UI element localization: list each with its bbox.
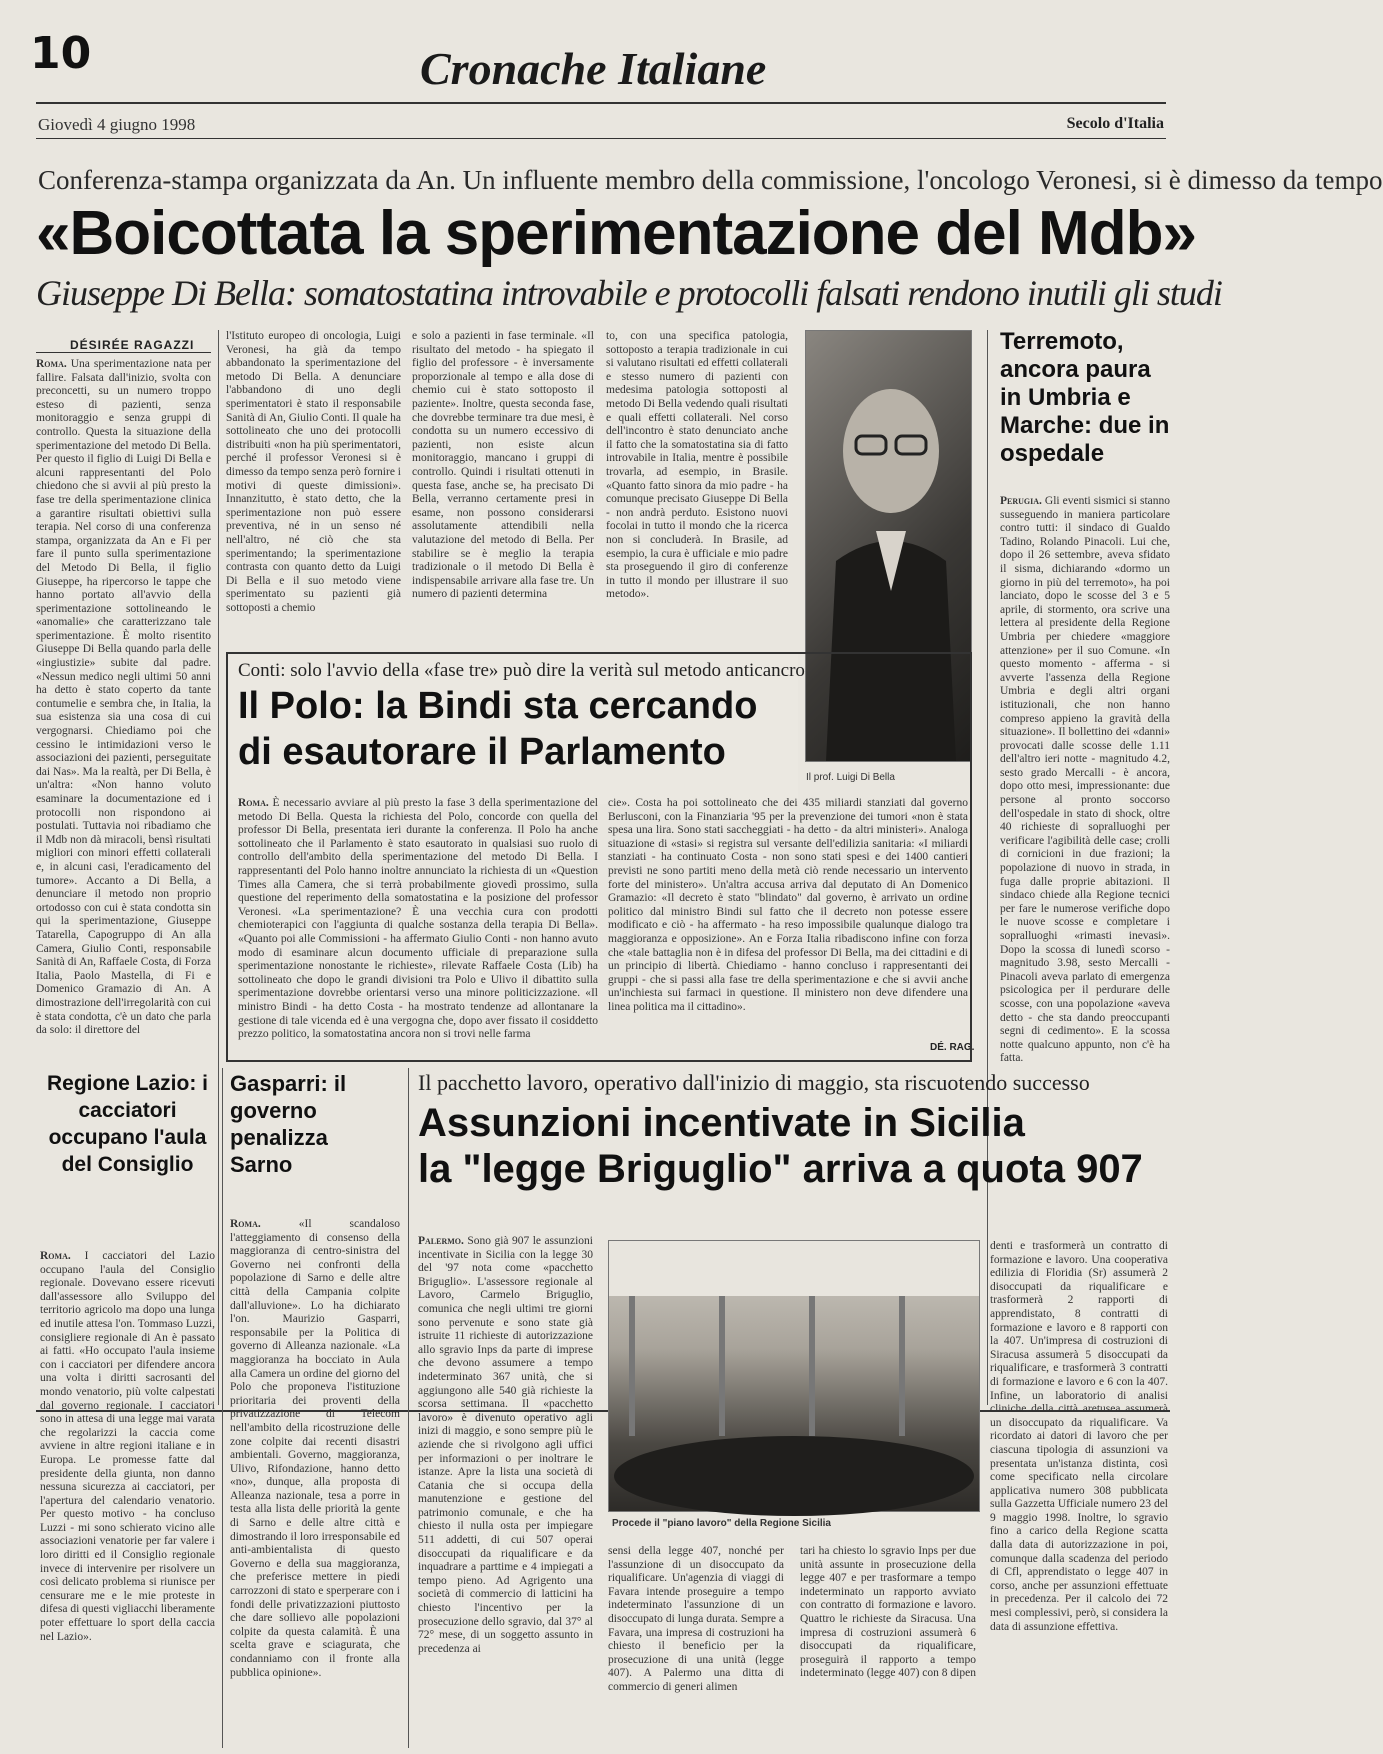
sicilia-column-2: sensi della legge 407, nonché per l'assunzione di un disoccupato da riqualificare. Un'agenzia di viaggi di Favara intende proseguire a tempo indeterminato l'assunzione di un disoccupato di lunga durata. Sempre a Favara, una impresa di costruzioni ha chiesto il beneficio per la prosecuzione di una unità (legge 407). A Palermo una ditta di commercio di generi alimen — [608, 1545, 784, 1693]
section-masthead: Cronache Italiane — [420, 43, 767, 94]
sicilia-col1-text: Sono già 907 le assunzioni incentivate in Sicilia con la legge 30 del '97 nota come «pacchetto Briguglio». L'assessore regionale al Lavoro, Carmelo Briguglio, comunica che negli ultimi tre giorni sono pervenute e sono state già istruite 11 richieste di autorizzazione allo sgravio Inps da parte di imprese che devono assumere a tempo indeterminato 367 unità, che si aggiungono alle 540 già richieste la scorsa settimana. Il «pacchetto lavoro» è divenuto operativo agli inizi di maggio, e sono sempre più le aziende che si rivolgono agli uffici per informazioni o per inoltrare le istanze. Apre la lista una società di Catania che si occupa della manutenzione e gestione del patrimonio comunale, e che ha chiesto il nulla osta per impiegare 511 addetti, di cui 507 operai disoccupati da riqualificare e da inquadrare a parttime e 4 impiegati a tempo pieno. Ad Agrigento una società di commercio di latticini ha chiesto l'incentivo per la prosecuzione dello sgravio, dal 37° al 72° mese, di un soggetto assunto in precedenza ai — [418, 1235, 594, 1655]
earthquake-dateline: Perugia. — [1000, 495, 1042, 507]
crowd-photo — [608, 1240, 980, 1512]
sicilia-headline-line-1: Assunzioni incentivate in Sicilia — [418, 1101, 1025, 1145]
gasparri-dateline: Roma. — [230, 1218, 261, 1230]
box-col1-text: È necessario avviare al più presto la fase 3 della sperimentazione del metodo Di Bella. Questa la richiesta del Polo, concorde con quella del professor Di Bella, presentata ieri durante la conferenza. Il Polo ha anche sottolineato che il Parlamento è stato esautorato in qualsiasi suo ruolo di controllo dell'ambito della sperimentazione del metodo Di Bella. I rappresentanti del Polo hanno inoltre annunciato la richiesta di un «Question Times alla Camera, che si terrà probabilmente giovedì prossimo, sulla questione del reperimento della somatostatina e la posizione del professor Veronesi. «La sperimentazione? È una vecchia cura con prodotti chemioterapici con l'aggiunta di qualche sostanza della terapia Di Bella». «Quanto poi alle Commissioni - ha affermato Giulio Conti - non hanno avuto modo di esaminare alcun documento ufficiale di preparazione sulla sperimentazione nonostante le richieste», rilevate Raffaele Costa (Lib) ha sottolineato che dopo le grandi divisioni tra Polo e Ulivo il dibattito sulla sperimentazione dovrebbe orientarsi verso una minore politicizzazione. «Il ministro Bindi - ha detto Costa - ha mostrato tendenze ad allontanare la gestione di tale vicenda ed è una vergogna che, dopo aver fissato il cosiddetto prezzo politico, la somatostatina ancora non si trovi nelle farma — [238, 797, 599, 1041]
column-rule — [408, 1068, 409, 1748]
box-headline-line-2: di esautorare il Parlamento — [238, 731, 726, 773]
sidebar-rule — [987, 330, 988, 1405]
lead-column-2: l'Istituto europeo di oncologia, Luigi Veronesi, ha già da tempo abbandonato la sperimentazione del metodo Di Bella. A denunciare l'abbandono di uno degli sperimentatori è stato il responsabile Sanità di An, Giulio Conti. Il quale ha sottolineato che uno dei protocolli distribuiti «non ha più sperimentatori, perché il professor Veronesi si è dimesso da tempo senza però fornire i motivi di queste dimissioni». Innanzitutto, è stato detto, che la sperimentazione non può essere preventiva, né in un senso né nell'altro, né ciò che sta sperimentando; la sperimentazione contrasta con quanto detto da Luigi Di Bella e il suo metodo viene sperimentato su pazienti già sottoposti a chemio — [226, 330, 401, 614]
lead-column-3: e solo a pazienti in fase terminale. «Il risultato del metodo - ha spiegato il figlio del professore - è inversamente proporzionale al tempo e alla dose di chemio cui è stato sottoposto il paziente». Inoltre, questa seconda fase, che dovrebbe terminare tra due mesi, è condotta su un numero eccessivo di pazienti, non esiste alcun monitoraggio, mancano i gruppi di controllo. Quindi i risultati ottenuti in questa fase, anche se, ha precisato Di Bella, verranno certamente presi in esame, non possono considerarsi assolutamente attendibili nella valutazione del metodo di Bella. Per stabilire se è meglio la terapia tradizionale o il metodo Di Bella è indispensabile arrivare alla fase tre. Un numero di pazienti determina — [412, 330, 594, 601]
sicilia-dateline: Palermo. — [418, 1235, 464, 1247]
lead-col1-text: Una sperimentazione nata per fallire. Falsata dall'inizio, svolta con preconcetti, su un numero troppo esteso di pazienti, senza monitoraggio e senza gruppi di controllo. Questa la situazione della sperimentazione del metodo Di Bella. Per questo il figlio di Luigi Di Bella e alcuni rappresentanti del Polo chiedono che si avvii al più presto la fase tre della sperimentazione clinica a garantire risultati obiettivi sulla terapia. Nel corso di una conferenza stampa, organizzata da An e Fi per fare il punto sulla sperimentazione del Metodo Di Bella, il figlio Giuseppe, ha ripercorso le tappe che hanno portato all'avvio della sperimentazione sottolineando le «anomalie» che caratterizzano tale sperimentazione. È molto risentito Giuseppe Di Bella quando parla delle «ingiustizie» subite dal padre. «Nessun medico negli ultimi 50 anni ha detto è stato coperto da tante contumelie e sembra che, in Italia, la sua esistenza sia una cosa di cui vergognarsi. Chiediamo poi che cessino le intimidazioni verso le associazioni dei pazienti, perseguitate dai Nas». Ma la realtà, per Di Bella, è un'altra: «Non hanno voluto esaminare la documentazione ed i protocolli non rispondono ai postulati. Tuttavia noi ribadiamo che il Mdb non dà miracoli, bensì risultati migliori con minori effetti collaterali e, in alcuni casi, l'eradicamento del tumore». Accanto a Di Bella, a denunciare il metodo non proprio ortodosso con cui è stata condotta sin qui la sperimentazione, Giuseppe Tatarella, Capogruppo di An alla Camera, Giulio Conti, responsabile Sanità di An, Raffaele Costa, di Forza Italia, Paolo Mastella, di Fi e Domenico Gramazio di An. A dimostrazione dell'irregolarità con cui è stata condotta, c'è un dato che parla da solo: il direttore del — [36, 358, 212, 1037]
lead-dateline: Roma. — [36, 358, 67, 370]
issue-date: Giovedì 4 giugno 1998 — [38, 115, 196, 134]
lazio-headline: Regione Lazio: i cacciatori occupano l'aula del Consiglio — [46, 1072, 208, 1176]
lead-column-1 — [36, 358, 211, 1403]
box-headline-line-1: Il Polo: la Bindi sta cercando — [238, 685, 758, 727]
lead-subhead: Giuseppe Di Bella: somatostatina introvabile e protocolli falsati rendono inutili gli studi — [36, 273, 1222, 313]
page-number: 10 — [30, 28, 92, 79]
crowd-caption: Procede il "piano lavoro" della Regione Sicilia — [612, 1518, 831, 1529]
earthquake-text: Gli eventi sismici si stanno susseguendo in maniera particolare contro tutti: il sindaco di Gualdo Tadino, Rolando Pinacoli. Lui che, dopo il 26 settembre, aveva sfidato il sisma, dichiarando «dormo un giorno in più del terremoto», ha poi lanciato, dopo le scosse del 3 e 5 aprile, di stormento, ora scrive una lettera al presidente della Regione Umbria per chiedere «maggiore attenzione» per il suo Comune. «In questo momento - afferma - si avverte l'assenza della Regione Umbria e degli altri organi istituzionali, che non hanno compreso appieno la gravità della situazione». Il bollettino dei «danni» provocati dalle scosse delle 1.11 dell'altro ieri notte - magnitudo 4.2, sesto grado Mercalli - è ancora, dopo otto mesi, impressionante: due persone al pronto soccorso dell'ospedale in stato di shock, oltre 40 richieste di sopralluoghi per verificare l'agibilità delle case; crolli di cornicioni in due frazioni; la popolazione di nuovo in strada, in fuga dalle proprie abitazioni. Il sindaco chiede alla Regione tecnici per fare le numerose verifiche dopo le nuove scosse e completare i sopralluoghi «rimasti inevasi». Dopo la scossa di lunedì scorso - magnitudo 3.98, sesto Mercalli - Pinacoli aveva parlato di emergenza psicologica per il perdurare delle scosse, con una popolazione «aveva detto - che sta dando preoccupanti segni di cedimento». E la scossa notte qualcuno appunto, non c'è ha fatta. — [1000, 495, 1171, 1065]
sicilia-kicker: Il pacchetto lavoro, operativo dall'inizio di maggio, sta riscuotendo successo — [418, 1070, 1090, 1095]
box-column-2: cie». Costa ha poi sottolineato che dei 435 miliardi stanziati dal governo Berlusconi, con la Finanziaria '95 per la prevenzione dei tumori «non è stata spesa una lira. Sono stati saccheggiati - ha detto - da altri ministeri». Analoga situazione di «stasi» si registra sul versante dell'edilizia sanitaria: «I miliardi stanziati - ha continuato Costa - non sono stati spesi e dei 1400 cantieri previsti ne sono partiti meno della metà ciò rende necessario un intervento forte del ministero». Un'altra accusa arriva dal deputato di An Domenico Gramazio: «Il decreto è stato "blindato" dal governo, è arrivato un ordine politico dal ministro Bindi sul fatto che il decreto non potesse essere modificato e ciò - ha affermato - ha reso impossibile qualunque dialogo tra maggioranza e opposizione». An e Forza Italia ribadiscono infine con forza che «tale battaglia non è in difesa del professor Di Bella, ma dei cittadini e di un principio di libertà. Chiediamo - hanno concluso i rappresentanti dei gruppi - che si passi alla fase tre della sperimentazione e che si avvii anche un'inchiesta sui farmaci in questione. Il ministero non deve difendere una linea politica ma il cittadino». — [608, 797, 968, 1013]
box-kicker: Conti: solo l'avvio della «fase tre» può dire la verità sul metodo anticancro — [238, 660, 805, 681]
lead-author: DÉSIRÉE RAGAZZI — [70, 338, 195, 352]
lead-kicker: Conferenza-stampa organizzata da An. Un influente membro della commissione, l'oncologo Veronesi, si è dimesso da tempo — [38, 165, 1383, 195]
sicilia-column-1 — [418, 1235, 593, 1745]
gasparri-text: «Il scandaloso l'atteggiamento di consenso della maggioranza di centro-sinistra del Governo nei confronti della popolazione di Sarno e delle altre città della Campania colpite dall'alluvione». Lo ha dichiarato l'on. Maurizio Gasparri, responsabile per la Politica di governo di Alleanza nazionale. «La maggioranza ha bocciato in Aula alla Camera un ordine del giorno del Polo che proponeva l'istituzione prioritaria dei proventi della privatizzazione di Telecom nell'ambito della ricostruzione delle zone colpite dai recenti disastri ambientali. Governo, maggioranza, Ulivo, Rifondazione, hanno detto «no», dunque, alla proposta di Alleanza nazionale, tesa a porre in testa alla lista delle priorità la gente di Sarno e delle altre città e dimostrando il loro irresponsabile ed anti-ambientalista di questo Governo e della sua maggioranza, che preferisce mettere in piedi carrozzoni di stato e sperperare con i fondi delle privatizzazioni piuttosto che dare sollievo alle popolazioni colpite da questa calamità. È una scelta grave e sciagurata, che condanniamo con il fronte alla pubblica opinione». — [230, 1218, 400, 1679]
masthead-rule — [36, 102, 1166, 104]
sicilia-column-4: denti e trasformerà un contratto di formazione e lavoro. Una cooperativa edilizia di Floridia (Sr) assumerà 2 disoccupati da riqualificare e trasformerà 2 rapporti di apprendistato, 8 contratti di formazione e lavoro e 8 rapporti con la 407. Un'impresa di costruzioni di Siracusa assumerà 5 disoccupati da riqualificare, e trasformerà 3 contratti di formazione e lavoro e 6 con la 407. Infine, un laboratorio di analisi cliniche della città aretusea assumerà un disoccupato da riqualificare. Va ricordato ai datori di lavoro che per ciascuna tipologia di assunzioni va presentata un'istanza distinta, così come specificato nella circolare applicativa numero 308 pubblicata sulla Gazzetta Ufficiale numero 23 del 9 maggio 1998. Inoltre, lo sgravio fino a carico della Regione scatta dalla data di autorizzazione in poi, comunque dalla scadenza del periodo di Cfl, apprendistato o legge 407 in corso, anche per assunzioni effettuate in precedenza. Per il calcolo dei 72 mesi complessivi, però, si considera la data di assunzione effettiva. — [990, 1240, 1168, 1633]
box-dateline: Roma. — [238, 797, 269, 809]
newspaper-name: Secolo d'Italia — [1066, 115, 1164, 132]
sicilia-headline-line-2: la "legge Briguglio" arriva a quota 907 — [418, 1147, 1143, 1191]
box-frame — [226, 652, 975, 1062]
column-rule — [222, 1068, 223, 1748]
header-rule — [36, 138, 1166, 139]
lazio-dateline: Roma. — [40, 1250, 71, 1262]
gasparri-body — [230, 1218, 400, 1745]
column-rule — [218, 330, 219, 1405]
lead-column-4: to, con una specifica patologia, sottoposto a terapia tradizionale in cui si valutano risultati ed effetti collaterali e stesso numero di pazienti con medesima patologia sottoposti al metodo Di Bella vedendo quali risultati e quali effetti collaterali. Nel corso dell'incontro è stato denunciato anche il fatto che la somatostatina sia di fatto introvabile in Italia, mentre è possibile trovarla, ad esempio, in Brasile. «Quanto fatto sinora da mio padre - ha comunque precisato Giuseppe Di Bella - non andrà perduto. Esistono nuovi focolai in tutto il mondo che la ricerca non si concluderà. In Brasile, ad esempio, la cura è ufficiale e mio padre sta proseguendo il giro di conferenze in tutto il mondo per illustrare il suo metodo». — [606, 330, 788, 601]
lazio-body — [40, 1250, 215, 1745]
lead-headline: «Boicottata la sperimentazione del Mdb» — [36, 199, 1196, 268]
author-rule — [36, 352, 211, 353]
portrait-caption: Il prof. Luigi Di Bella — [806, 772, 895, 783]
box-signature: DÉ. RAG. — [930, 1042, 975, 1053]
gasparri-headline: Gasparri: il governo penalizza Sarno — [230, 1071, 347, 1177]
crowd-icon — [609, 1241, 979, 1511]
earthquake-headline: Terremoto, ancora paura in Umbria e Marche: due in ospedale — [1000, 328, 1170, 467]
sicilia-column-3: tari ha chiesto lo sgravio Inps per due unità assunte in prosecuzione della legge 407 e per trasformare a tempo indeterminato un rapporto avviato con contratto di formazione e lavoro. Quattro le richieste da Siracusa. Una impresa di costruzioni assumerà 6 disoccupati da riqualificare, proseguirà il rapporto a tempo indeterminato (legge 407) con 8 dipen — [800, 1545, 976, 1680]
lazio-text: I cacciatori del Lazio occupano l'aula del Consiglio regionale. Dovevano essere ricevuti dall'assessore allo Sviluppo del territorio agricolo ma dopo una lunga ed inutile attesa l'on. Tommaso Luzzi, consigliere regionale di An è passato ai fatti. «Ho occupato l'aula insieme con i cacciatori per difendere ancora una volta i diritti sacrosanti del mondo venatorio, più volte calpestati dal governo regionale. I cacciatori sono in attesa di una legge mai varata che regolarizzi la caccia come avviene in altre regioni italiane e in Europa. Le promesse fatte dal presidente della giunta, non danno nessuna sicurezza ai cacciatori, per l'apertura del calendario venatorio. Per questo motivo - ha concluso Luzzi - mi sono schierato vicino alle associazioni venatorie per far valere i loro diritti ed il Consiglio regionale invece di intervenire per risolvere un così delicato problema si riunisce per censurare me e le mie proteste in difesa di questi vigliacchi liberamente poter effettuare lo sport della caccia nel Lazio». — [40, 1250, 216, 1643]
